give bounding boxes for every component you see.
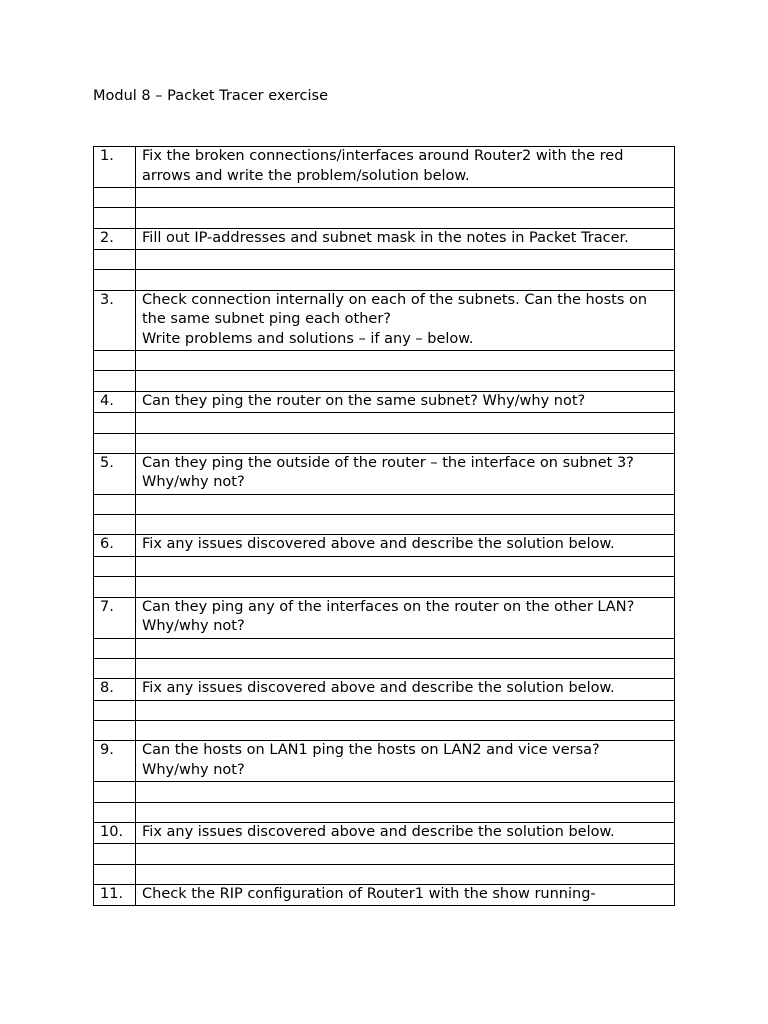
exercise-number: 6. <box>94 535 136 557</box>
answer-cell[interactable] <box>136 700 675 720</box>
exercise-row <box>94 535 675 557</box>
answer-number-cell <box>94 515 136 535</box>
answer-cell[interactable] <box>136 250 675 270</box>
answer-row[interactable] <box>94 638 675 658</box>
exercise-row <box>94 822 675 844</box>
answer-row[interactable] <box>94 371 675 391</box>
answer-row[interactable] <box>94 802 675 822</box>
answer-number-cell <box>94 844 136 864</box>
exercise-text: Fix the broken connections/interfaces around Router2 with the red arrows and write the problem/solution below. <box>136 147 675 188</box>
answer-row[interactable] <box>94 658 675 678</box>
exercise-text: Check the RIP configuration of Router1 with the show running- <box>136 884 675 906</box>
exercise-text: Can they ping any of the interfaces on the router on the other LAN? Why/why not? <box>136 597 675 638</box>
answer-row[interactable] <box>94 844 675 864</box>
answer-row[interactable] <box>94 250 675 270</box>
exercise-table <box>93 146 675 906</box>
answer-cell[interactable] <box>136 556 675 576</box>
exercise-number: 11. <box>94 884 136 906</box>
answer-row[interactable] <box>94 515 675 535</box>
answer-cell[interactable] <box>136 844 675 864</box>
exercise-number: 8. <box>94 679 136 701</box>
exercise-row <box>94 391 675 413</box>
answer-row[interactable] <box>94 556 675 576</box>
exercise-number: 10. <box>94 822 136 844</box>
exercise-number: 4. <box>94 391 136 413</box>
exercise-row <box>94 228 675 250</box>
answer-cell[interactable] <box>136 433 675 453</box>
answer-number-cell <box>94 638 136 658</box>
answer-number-cell <box>94 250 136 270</box>
exercise-row <box>94 679 675 701</box>
exercise-row <box>94 453 675 494</box>
answer-cell[interactable] <box>136 270 675 290</box>
exercise-number: 7. <box>94 597 136 638</box>
answer-number-cell <box>94 720 136 740</box>
exercise-row <box>94 290 675 351</box>
exercise-text: Can they ping the router on the same subnet? Why/why not? <box>136 391 675 413</box>
exercise-text: Check connection internally on each of the subnets. Can the hosts on the same subnet ping each other? Write problems and solutions – if any – below. <box>136 290 675 351</box>
exercise-text: Can they ping the outside of the router – the interface on subnet 3? Why/why not? <box>136 453 675 494</box>
answer-number-cell <box>94 188 136 208</box>
answer-cell[interactable] <box>136 802 675 822</box>
answer-row[interactable] <box>94 208 675 228</box>
answer-row[interactable] <box>94 270 675 290</box>
answer-number-cell <box>94 433 136 453</box>
exercise-row <box>94 741 675 782</box>
exercise-row <box>94 884 675 906</box>
answer-row[interactable] <box>94 782 675 802</box>
answer-cell[interactable] <box>136 371 675 391</box>
exercise-number: 2. <box>94 228 136 250</box>
answer-number-cell <box>94 494 136 514</box>
answer-cell[interactable] <box>136 413 675 433</box>
exercise-number: 5. <box>94 453 136 494</box>
exercise-number: 1. <box>94 147 136 188</box>
answer-row[interactable] <box>94 494 675 514</box>
answer-number-cell <box>94 700 136 720</box>
answer-cell[interactable] <box>136 515 675 535</box>
answer-number-cell <box>94 802 136 822</box>
answer-row[interactable] <box>94 700 675 720</box>
page-title: Modul 8 – Packet Tracer exercise <box>93 88 329 104</box>
answer-cell[interactable] <box>136 658 675 678</box>
answer-cell[interactable] <box>136 782 675 802</box>
answer-row[interactable] <box>94 433 675 453</box>
exercise-text: Can the hosts on LAN1 ping the hosts on LAN2 and vice versa? Why/why not? <box>136 741 675 782</box>
answer-number-cell <box>94 556 136 576</box>
answer-cell[interactable] <box>136 208 675 228</box>
answer-row[interactable] <box>94 577 675 597</box>
answer-number-cell <box>94 208 136 228</box>
answer-number-cell <box>94 577 136 597</box>
answer-number-cell <box>94 351 136 371</box>
answer-row[interactable] <box>94 413 675 433</box>
exercise-row <box>94 597 675 638</box>
answer-number-cell <box>94 658 136 678</box>
answer-number-cell <box>94 270 136 290</box>
answer-row[interactable] <box>94 351 675 371</box>
answer-row[interactable] <box>94 188 675 208</box>
exercise-number: 3. <box>94 290 136 351</box>
answer-cell[interactable] <box>136 494 675 514</box>
exercise-number: 9. <box>94 741 136 782</box>
answer-cell[interactable] <box>136 864 675 884</box>
answer-row[interactable] <box>94 720 675 740</box>
answer-cell[interactable] <box>136 720 675 740</box>
answer-number-cell <box>94 371 136 391</box>
answer-number-cell <box>94 782 136 802</box>
exercise-text: Fix any issues discovered above and describe the solution below. <box>136 679 675 701</box>
answer-cell[interactable] <box>136 638 675 658</box>
answer-cell[interactable] <box>136 577 675 597</box>
exercise-text: Fix any issues discovered above and describe the solution below. <box>136 822 675 844</box>
exercise-text: Fix any issues discovered above and describe the solution below. <box>136 535 675 557</box>
answer-row[interactable] <box>94 864 675 884</box>
exercise-text: Fill out IP-addresses and subnet mask in the notes in Packet Tracer. <box>136 228 675 250</box>
answer-number-cell <box>94 413 136 433</box>
answer-number-cell <box>94 864 136 884</box>
exercise-row <box>94 147 675 188</box>
answer-cell[interactable] <box>136 351 675 371</box>
answer-cell[interactable] <box>136 188 675 208</box>
